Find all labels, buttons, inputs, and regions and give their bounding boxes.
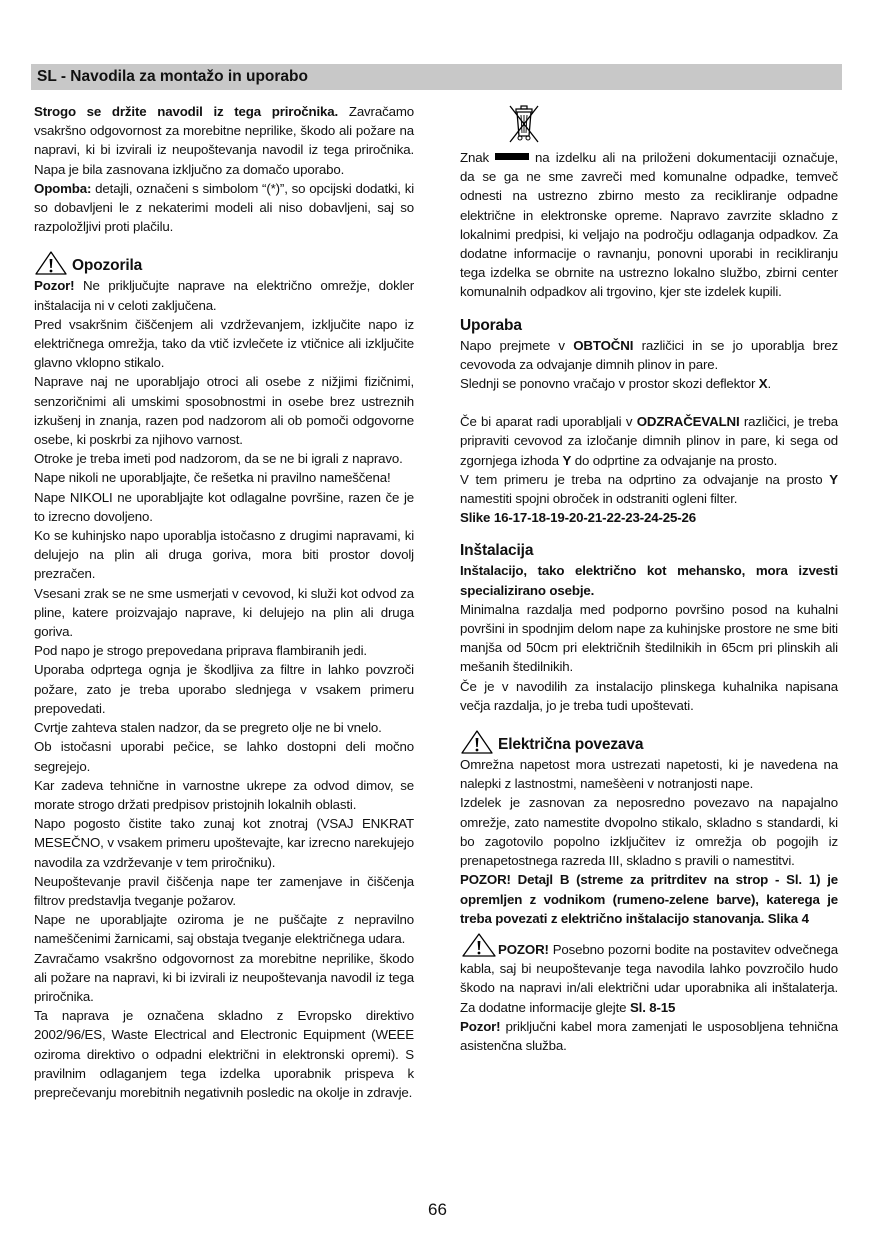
black-bar-icon [495,153,529,160]
text-run: namestiti spojni obroček in odstraniti ogleni filter. [460,491,738,507]
warning-paragraph: Ko se kuhinjsko napo uporablja istočasno z drugimi napravami, ki delujejo na plin ali druga goriva, mora biti prostor dovolj prezračen. [34,528,414,582]
spacer [34,236,414,250]
note-text: detajli, označeni s simbolom “(*)”, so opcijski dodatki, ki so dobavljeni le z nekaterimi modeli ali niso dobavljeni, saj so razpoložljivi proti plačilu. [34,180,414,235]
usage-figures: Slike 16-17-18-19-20-21-22-23-24-25-26 [460,510,697,526]
spacer [460,527,838,541]
text-run: V tem primeru je treba na odprtino za odvajanje na prosto [460,471,830,487]
text-run: Slednji se ponovno vračajo v prostor skozi deflektor [460,376,759,392]
warning-triangle-icon [34,250,68,276]
warning-pozor [34,276,414,314]
text-run: Če bi aparat radi uporabljali v [460,414,637,430]
warnings-title: Opozorila [72,257,143,275]
warnings-heading [34,250,414,276]
electrical-heading [460,729,838,755]
right-column [460,102,838,1055]
weee-text: na izdelku ali na priloženi dokumentaciji označuje, da se ga ne sme zavreči med komunalne odpadke, temveč odnesti na ustrezno zbirno mesto za recikliranje odpadne električne in elektronske opreme. Napravo zavrzite skladno z lokalnimi predpisi, ki veljajo na področju odlaganja odpadkov. Za dodatne informacije o ravnanju, ponovni uporabi in recikliranju tega izdelka se obrnite na ustrezno lokalno službo, zbirni center komunalnih odpadkov ali trgovino, kjer ste izdelek kupili. [460,150,838,300]
warning-paragraph: Nape nikoli ne uporabljajte, če rešetka ni pravilno nameščena! [34,470,391,486]
warning-paragraph: Ta naprava je označena skladno z Evropsko direktivo 2002/96/ES, Waste Electrical and Electronic Equipment (WEEE oziroma direktivo o odpadni električni in elektronski opremi). S pravilnim odlaganjem tega izdelka uporabnik prispeva k preprečevanju morebitnih negativnih posledic na okolje in zdravje. [34,1008,414,1100]
warning-paragraph: Nape NIKOLI ne uporabljajte kot odlagalne površine, razen če je to izrecno dovoljeno. [34,489,414,524]
warning-paragraph: Pred vsakršnim čiščenjem ali vzdrževanjem, izključite napo iz električnega omrežja, tako da vtič izvlečete iz vtičnice ali izključite glavno vklopno stikalo. [34,316,414,371]
warning-paragraph: Neupoštevanje pravil čiščenja nape ter zamenjave in čiščenja filtrov predstavlja tveganje požarov. [34,873,414,908]
text-run: do odprtine za odvajanje na prosto. [571,452,778,468]
warning-paragraph: Pod napo je strogo prepovedana priprava flambiranih jedi. [34,643,367,659]
usage-p1 [460,336,838,374]
crossed-bin-icon [504,102,544,146]
electrical-pozor2 [460,932,838,1017]
usage-p2 [460,374,838,393]
installation-title: Inštalacija [460,542,534,560]
warning-paragraph: Otroke je treba imeti pod nadzorom, da se ne bi igrali z napravo. [34,451,403,467]
installation-p2: Če je v navodilih za instalacijo plinskega kuhalnika napisana večja razdalja, jo je treba tudi upoštevati. [460,678,838,713]
electrical-p2: Izdelek je zasnovan za neposredno povezavo na napajalno omrežje, zato namestite dvopolno stikalo, skladno s standardi, ki bo zagotovilo popolno izključitev iz omrežja ob pogojih iz prenapetostnega razreda III, skladno s pravili o namestitvi. [460,795,838,869]
warning-paragraph: Nape ne uporabljajte oziroma je ne puščajte z nepravilno nameščenimi žarnicami, saj obstaja tveganje električnega udara. [34,912,414,947]
text-run-bold: X [758,376,768,392]
usage-p3 [460,412,838,470]
weee-znak: Znak [460,150,489,165]
usage-title: Uporaba [460,316,522,334]
spacer [460,393,838,412]
text-run-bold: ODZRAČEVALNI [636,414,740,430]
electrical-title: Električna povezava [498,736,644,754]
text-run: različici, je treba pripraviti cevovod za izločanje dimnih plinov in pare, ki sega od zgornjega izhoda [460,414,838,468]
text-run-bold: Y [829,471,838,487]
warning-triangle-icon [460,729,494,755]
warning-paragraph: Napo pogosto čistite tako zunaj kot znotraj (VSAJ ENKRAT MESEČNO, v vsakem primeru upoštevajte, kar izrecno narekujejo navodila za vzdrževanje v tem priročniku). [34,816,414,870]
page-number: 66 [428,1200,447,1219]
left-column [34,102,414,1102]
spacer [460,302,838,316]
warning-paragraph: Ob istočasni uporabi pečice, se lahko dostopni deli močno segrejejo. [34,739,414,774]
usage-p4 [460,470,838,508]
electrical-p1: Omrežna napetost mora ustrezati napetosti, ki je navedena na nalepki z lastnostmi, namešèeni v notranjosti nape. [460,757,838,792]
warning-paragraph: Naprave naj ne uporabljajo otroci ali osebe z nižjimi fizičnimi, senzoričnimi ali umskimi sposobnostmi in osebe brez ustreznih izkušenj in znanja, razen pod nadzorom ali ob pomoči odgovorne osebe, ki poskrbi za njihovo varnost. [34,374,414,448]
pozor2-ref: Sl. 8-15 [629,999,676,1015]
section-header: SL - Navodila za montažo in uporabo [31,64,842,90]
warning-paragraph: Vsesani zrak se ne sme usmerjati v cevovod, ki služi kot odvod za pline, katere proizvajajo naprave, ki delujejo na plin ali druga goriva. [34,585,414,640]
installation-strong: Inštalacijo, tako električno kot mehansko, mora izvesti specializirano osebje. [460,563,838,598]
spacer [460,715,838,729]
installation-p1: Minimalna razdalja med podporno površino posod na kuhalni površini in spodnjim delom nape za kuhinjske prostore ne sme biti manjša od 50cm pri električnih štedilnikih in 65cm pri plinskih ali mešanih štedilnikih. [460,601,838,675]
text-run: različici in se jo uporablja brez cevovoda za odvajanje dimnih plinov in pare. [460,337,838,372]
warning-paragraph: Zavračamo vsakršno odgovornost za morebitne neprilike, škodo ali požare na napravi, ki bi izvirali iz neupoštevanja navodil iz tega priročnika. [34,950,414,1004]
pozor2-label: POZOR! [498,941,549,957]
final-text: priključni kabel mora zamenjati le usposobljena tehnična asistenčna služba. [460,1018,838,1053]
final-label: Pozor! [460,1018,501,1034]
text-run: . [767,376,772,392]
electrical-final [460,1017,838,1055]
note-label: Opomba: [34,180,92,196]
weee-symbol-wrap [460,102,838,148]
intro-text: Zavračamo vsakršno odgovornost za morebitne neprilike, škodo ali požare na napravi, ki bi izvirali iz neupoštevanja navodil iz tega priročnika. Napa je bila zasnovana izključno za domačo uporabo. [34,104,414,177]
text-run-bold: OBTOČNI [573,337,634,353]
pozor-text: Ne priključujte naprave na električno omrežje, dokler inštalacija ni v celoti zaključena. [34,278,414,313]
warning-paragraph: Uporaba odprtega ognja je škodljiva za filtre in lahko povzroči požare, zato je treba uporabo slednjega v vsakem primeru prepovedati. [34,662,414,716]
text-run: Napo prejmete v [460,337,574,353]
installation-heading [460,541,838,561]
text-run-bold: Y [562,452,572,468]
warning-paragraph: Cvrtje zahteva stalen nadzor, da se pregreto olje ne bi vnelo. [34,720,382,736]
warning-triangle-icon [460,932,498,958]
usage-heading [460,316,838,336]
weee-paragraph [460,148,838,302]
pozor2-text: Posebno pozorni bodite na postavitev odvečnega kabla, saj bi neupoštevanje tega navodila lahko povzročilo hudo škodo na napravi in/ali električni udar uporabnika ali inštalaterja. Za dodatne informacije glejte [460,941,838,1015]
warning-paragraph: Kar zadeva tehnične in varnostne ukrepe za odvod dimov, se morate strogo držati predpisov pristojnih lokalnih oblasti. [34,777,414,812]
intro-paragraph [34,102,414,179]
intro-strong: Strogo se držite navodil iz tega priročnika. [34,104,339,119]
electrical-bold-warning: POZOR! Detajl B (streme za pritrditev na strop - Sl. 1) je opremljen z vodnikom (rumeno-zelene barve), katerega je treba povezati z električno inštalacijo stanovanja. Slika 4 [460,872,838,926]
pozor-label: Pozor! [34,278,75,294]
note-paragraph [34,179,414,237]
